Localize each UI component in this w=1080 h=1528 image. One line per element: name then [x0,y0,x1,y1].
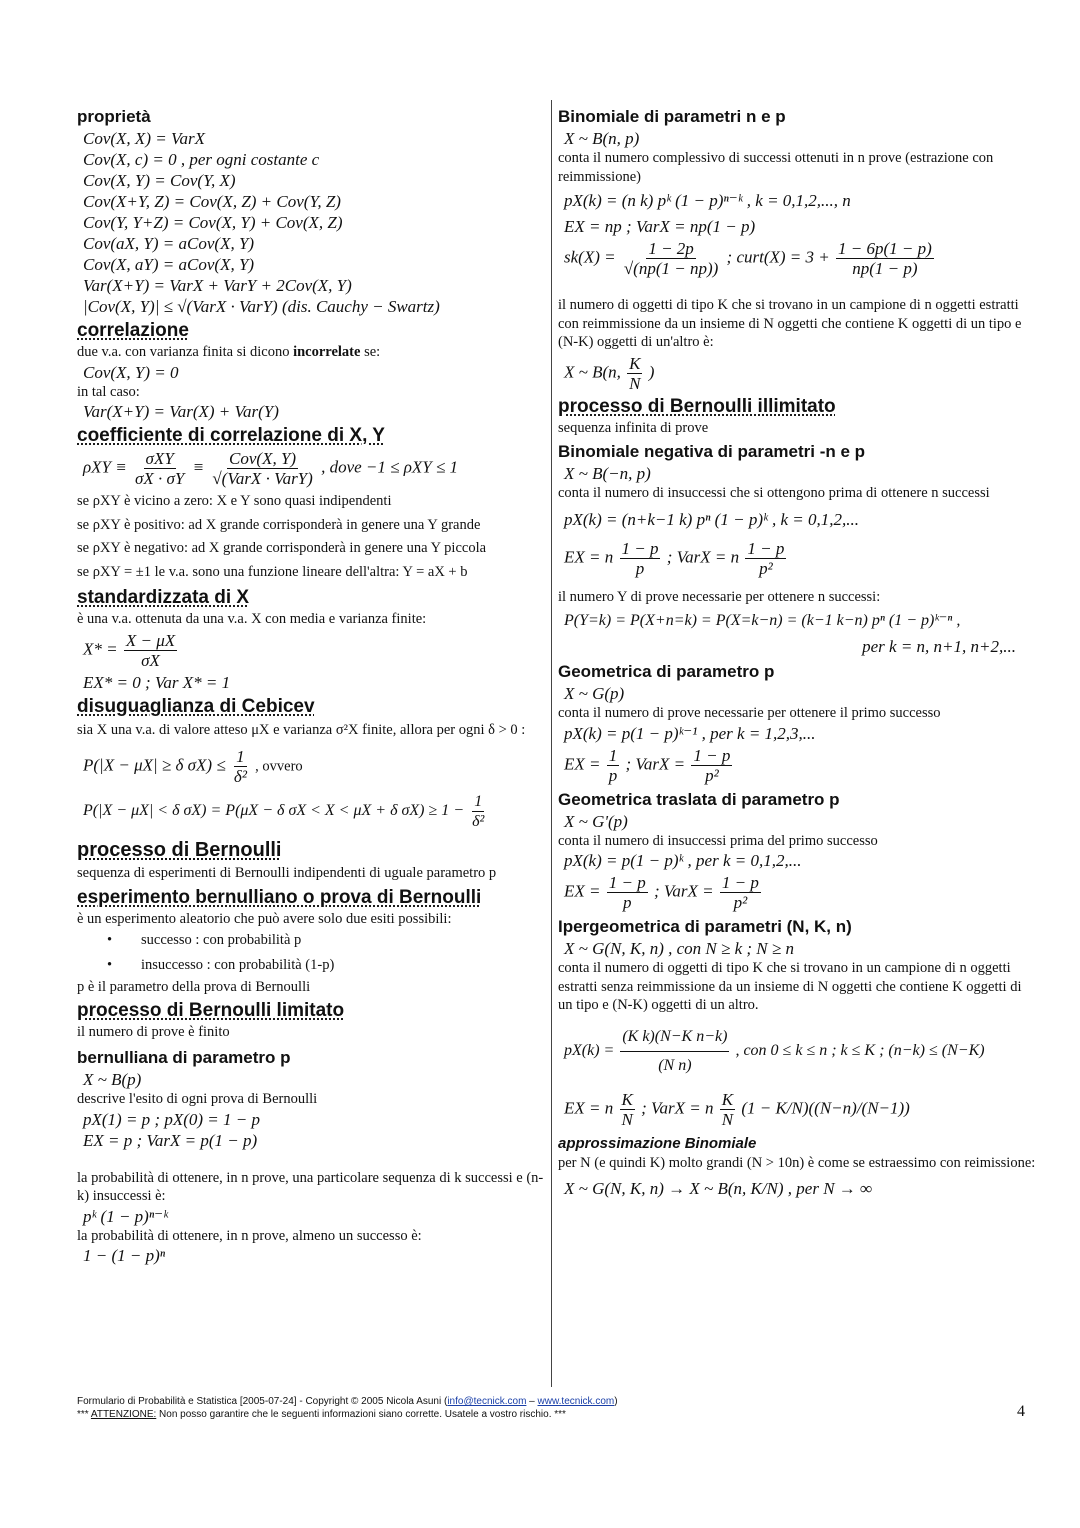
section-title-traslata: Geometrica traslata di parametro p [558,789,840,809]
section-title-ipergeometrica: Ipergeometrica di parametri (N, K, n) [558,917,852,936]
section-title-standardizzata: standardizzata di X [77,587,250,608]
denominator: p² [759,558,773,578]
section-title-processo: processo di Bernoulli [77,838,282,861]
fraction [720,1090,735,1129]
formula: P(Y=k) = P(X+n=k) = P(X=k−n) = (k−1 k−n) pⁿ (1 − p)ᵏ⁻ⁿ , [564,612,961,629]
formula: pX(1) = p ; pX(0) = 1 − p [83,1109,260,1129]
formula: X ~ B(p) [83,1070,142,1089]
numerator: 1 − 2p [648,239,694,258]
proprieta-formula-list [77,128,545,317]
denominator: √(np(1 − np)) [623,259,719,278]
bullet-item [77,953,545,978]
fraction [620,1090,635,1129]
formula-part: ρXY ≡ [83,457,127,477]
formula-part: ; VarX = n [641,1097,714,1117]
formula-part: , dove −1 ≤ ρXY ≤ 1 [321,457,459,477]
fraction [232,747,249,786]
formula: Cov(X, Y) = Cov(Y, X) [83,171,236,190]
numerator: X − μX [125,630,176,650]
paragraph: la probabilità di ottenere, in n prove, una particolare sequenza di k successi e (n-k) insuccessi è: [77,1169,544,1204]
paragraph: il numero di oggetti di tipo K che si trovano in un campione di n oggetti estratti con reimmissione da un insieme di N oggetti che contiene K oggetti di un tipo e (N-K) oggetti di un'altro è: [558,297,1022,350]
formula-part: , con 0 ≤ k ≤ n ; k ≤ K ; (n−k) ≤ (N−K) [735,1041,985,1059]
paragraph: conta il numero di prove necessarie per ottenere il primo successo [558,705,941,721]
numerator: K [621,1089,633,1109]
fraction [133,449,186,488]
denominator: (N n) [658,1056,692,1074]
paragraph: conta il numero di oggetti di tipo K che si trovano in un campione di n oggetti estratti senza reimmissione da un insieme di N oggetti che contiene K oggetti di un tipo e (N-K) oggetti di un altro. [558,960,1022,1013]
formula-part: P(|X − μX| < δ σX) = P(μX − δ σX < X < μX + δ σX) ≥ 1 − [83,801,465,819]
formula: Cov(Y, Y+Z) = Cov(X, Y) + Cov(X, Z) [83,213,343,232]
formula: EX* = 0 ; Var X* = 1 [83,672,231,692]
fraction [620,539,661,578]
formula: Cov(aX, Y) = aCov(X, Y) [83,234,255,253]
footer-text: Formulario di Probabilità e Statistica [2005-07-24] - Copyright © 2005 Nicola Asuni ( [77,1396,448,1407]
denominator: p [608,765,618,785]
denominator: p [622,893,632,912]
fraction [836,239,934,278]
note-line: se ρXY è negativo: ad X grande corrisponderà in genere una Y piccola [77,540,487,556]
formula-part: , ovvero [255,757,303,774]
fraction [745,539,786,578]
fraction [627,354,642,393]
numerator: (K k)(N−K n−k) [620,1023,729,1052]
numerator: 1 [608,745,618,765]
paragraph: il numero di prove è finito [77,1023,230,1040]
numerator: 1 [474,792,483,810]
note-line: se ρXY = ±1 le v.a. sono una funzione lineare dell'altra: Y = aX + b [77,563,468,580]
footer-text: ) [614,1396,618,1407]
formula: Var(X+Y) = Var(X) + Var(Y) [83,402,279,421]
formula-shifted-geometric-moments [558,873,1036,912]
denominator: p [635,558,645,578]
formula: Cov(X, X) = VarX [83,129,205,148]
formula-binomial-kn [558,354,1036,393]
formula: pX(k) = (n+k−1 k) pⁿ (1 − p)ᵏ , k = 0,1,2,... [564,509,860,529]
formula: per k = n, n+1, n+2,... [862,637,1016,656]
formula-hypergeometric-moments [558,1090,1036,1129]
formula: pX(k) = p(1 − p)ᵏ , per k = 0,1,2,... [564,851,802,870]
formula: X ~ B(−n, p) [564,464,651,483]
numerator: 1 − p [747,538,785,558]
formula-part: EX = n [564,546,614,566]
section-title-limitato: processo di Bernoulli limitato [77,999,345,1021]
denominator: δ² [233,766,247,786]
section-title-bernulliana: bernulliana di parametro p [77,1048,291,1067]
left-column [77,104,545,1266]
fraction [124,631,177,670]
fraction [607,873,648,912]
formula: Cov(X, aY) = aCov(X, Y) [83,255,255,274]
formula: EX = p ; VarX = p(1 − p) [83,1130,258,1150]
numerator: 1 − p [608,873,646,892]
formula: X ~ G(p) [564,684,625,703]
numerator: 1 − p [621,538,659,558]
section-title-correlazione: correlazione [77,320,189,341]
note-line: se ρXY è positivo: ad X grande corrisponderà in genere una Y grande [77,516,481,533]
section-title-approssimazione: approssimazione Binomiale [558,1134,757,1152]
section-title-binomiale: Binomiale di parametri n e p [558,107,786,126]
denominator: p² [733,893,748,912]
coefficient-notes [77,490,545,584]
right-column [558,104,1036,1206]
formula-part: ; VarX = [625,753,686,773]
formula-correlation-coefficient [77,449,545,488]
formula-part: X* = [83,638,118,658]
fraction [620,1023,729,1080]
bullet-text: successo : con probabilità p [141,932,302,948]
numerator: K [629,353,641,373]
bullet-icon: • [107,957,113,973]
formula: X ~ G'(p) [564,811,628,831]
numerator: K [721,1089,734,1109]
denominator: np(1 − p) [852,259,918,278]
paragraph: descrive l'esito di ogni prova di Bernoulli [77,1091,318,1107]
numerator: 1 − 6p(1 − p) [838,239,932,258]
denominator: σX · σY [134,469,185,488]
paragraph: conta il numero complessivo di successi ottenuti in n prove (estrazione con reimmissione) [558,150,994,185]
formula: X ~ B(n, p) [564,129,640,148]
formula: X ~ G(N, K, n) , con N ≥ k ; N ≥ n [564,939,794,958]
formula-part: ; VarX = n [666,546,740,566]
formula: EX = np ; VarX = np(1 − p) [564,217,756,236]
warning-label: ATTENZIONE: [90,1409,157,1420]
formula-part: EX = n [564,1097,614,1117]
formula-part: ; curt(X) = 3 + [726,247,830,267]
fraction [470,792,486,831]
paragraph: è un esperimento aleatorio che può avere solo due esiti possibili: [77,910,452,927]
formula-part: sk(X) = [564,247,616,267]
bullet-item [77,928,545,953]
denominator: N [721,1109,734,1129]
formula-part: ≡ [192,457,205,477]
numerator: Cov(X, Y) [229,449,297,468]
paragraph: in tal caso: [77,383,140,400]
paragraph: p è il parametro della prova di Bernoulli [77,979,311,995]
formula: X ~ G(N, K, n) → X ~ B(n, K/N) , per N → ∞ [564,1179,873,1198]
denominator: N [629,373,641,393]
formula-skewness-kurtosis [558,239,1036,278]
formula-part: EX = [564,753,601,773]
website-link[interactable]: www.tecnick.com [537,1396,615,1407]
formula-cebicev-1 [77,747,545,786]
page-number: 4 [1017,1403,1025,1420]
paragraph: conta il numero di insuccessi che si ottengono prima di ottenere n successi [558,485,990,501]
text: due v.a. con varianza finita si dicono [77,344,294,360]
footer-line-2 [77,1408,618,1421]
column-divider [551,100,552,1387]
bullet-text: insuccesso : con probabilità (1-p) [141,957,335,973]
paragraph: sequenza di esperimenti di Bernoulli indipendenti di uguale parametro p [77,864,497,881]
footer-text: *** [77,1409,91,1420]
numerator: 1 [236,746,245,766]
formula: 1 − (1 − p)ⁿ [83,1246,166,1265]
formula-part: P(|X − μX| ≥ δ σX) ≤ [83,754,226,774]
bold-term: incorrelate [293,344,361,360]
denominator: N [621,1109,633,1129]
bullet-icon: • [107,932,113,948]
paragraph: la probabilità di ottenere, in n prove, almeno un successo è: [77,1227,422,1244]
section-title-illimitato: processo di Bernoulli illimitato [558,395,836,417]
denominator: √(VarX · VarY) [212,469,313,488]
formula-part: pX(k) = [564,1041,615,1059]
formula: pX(k) = p(1 − p)ᵏ⁻¹ , per k = 1,2,3,... [564,723,816,743]
numerator: 1 − p [693,745,731,765]
section-title-negativa: Binomiale negativa di parametri -n e p [558,442,866,461]
numerator: 1 − p [721,873,759,892]
fraction [210,449,314,488]
formula-part: ; VarX = [653,881,714,901]
formula: Var(X+Y) = VarX + VarY + 2Cov(X, Y) [83,276,352,295]
formula-geometric-moments [558,746,1036,785]
section-title-coefficiente: coefficiente di correlazione di X, Y [77,425,385,446]
formula-hypergeometric-pmf [558,1023,1036,1080]
paragraph: il numero Y di prove necessarie per ottenere n successi: [558,588,881,605]
denominator: p² [705,765,719,785]
footer-line-1 [77,1395,618,1408]
formula-standardized [77,631,545,670]
formula: Cov(X, Y) = 0 [83,362,179,382]
paragraph: sia X una v.a. di valore atteso μX e varianza σ²X finite, allora per ogni δ > 0 : [77,721,526,738]
formula-part: EX = [564,881,601,901]
numerator: σXY [145,449,174,468]
text: se: [360,344,381,360]
footer-text: Non posso garantire che le seguenti informazioni siano corrette. Usatele a vostro rischio. *** [156,1409,566,1420]
formula-part: X ~ B(n, [564,361,621,381]
paragraph: per N (e quindi K) molto grandi (N > 10n) è come se estraessimo con reimissione: [558,1154,1036,1171]
section-title-cebicev: disuguaglianza di Cebicev [77,695,315,717]
fraction [622,239,720,278]
fraction [720,873,761,912]
footer-text: – [526,1396,538,1407]
paragraph: conta il numero di insuccessi prima del primo successo [558,832,878,849]
section-title-proprieta: proprietà [77,107,151,126]
formula: pX(k) = (n k) pᵏ (1 − p)ⁿ⁻ᵏ , k = 0,1,2,..., n [564,191,851,210]
denominator: σX [141,650,160,670]
paragraph: è una v.a. ottenuta da una v.a. X con media e varianza finite: [77,611,427,627]
formula-part: ) [648,361,655,381]
formula: Cov(X+Y, Z) = Cov(X, Z) + Cov(Y, Z) [83,192,341,211]
formula-negative-binomial-moments [558,539,1036,578]
formula: |Cov(X, Y)| ≤ √(VarX · VarY) (dis. Cauchy − Swartz) [83,297,440,316]
section-title-esperimento: esperimento bernulliano o prova di Bernoulli [77,886,482,908]
page-footer [77,1395,618,1421]
email-link[interactable]: info@tecnick.com [447,1396,527,1407]
fraction [691,746,732,785]
note-line: se ρXY è vicino a zero: X e Y sono quasi indipendenti [77,493,392,509]
paragraph [77,343,545,362]
formula: Cov(X, c) = 0 , per ogni costante c [83,150,320,169]
formula: pᵏ (1 − p)ⁿ⁻ᵏ [83,1206,168,1226]
formula-cebicev-2 [77,792,545,831]
paragraph: sequenza infinita di prove [558,419,709,436]
denominator: δ² [472,812,485,830]
section-title-geometrica: Geometrica di parametro p [558,662,775,681]
fraction [607,746,620,785]
formula-part: (1 − K/N)((N−n)/(N−1)) [741,1097,910,1117]
